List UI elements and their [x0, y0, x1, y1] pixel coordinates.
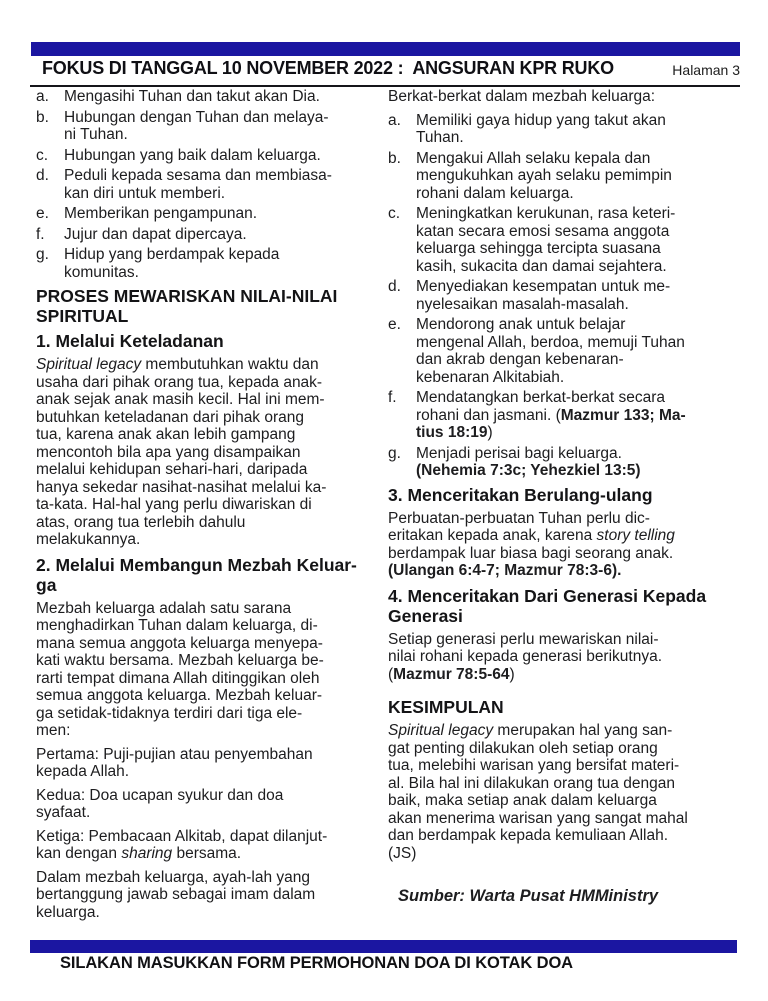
list-marker: c. [36, 146, 49, 164]
list-item-text: Hubungan dengan Tuhan dan melaya- ni Tuhan. [64, 108, 329, 143]
list-item-text: Meningkatkan kerukunan, rasa keteri- katan secara emosi sesama anggota keluarga sehingga tercipta suasana kasih, sukacita dan damai sejahtera. [416, 205, 676, 275]
list-marker: f. [388, 389, 397, 406]
paragraph: Spiritual legacy membutuhkan waktu dan usaha dari pihak orang tua, kepada anak- anak sejak anak masih kecil. Hal ini mem- butuhkan keteladanan dari pihak orang tua, karena anak akan lebih gampang mencontoh bila apa yang disampaikan melalui kehidupan sehari-hari, daripada hanya sekedar nasihat-nasihat melalui ka- ta-kata. Hal-hal yang perlu diwariskan di atas, orang tua terlebih dahulu melakukannya. [36, 356, 327, 548]
list-marker: e. [388, 316, 401, 333]
list-item-text: Hidup yang berdampak kepada komunitas. [64, 246, 280, 281]
list-item [36, 88, 380, 106]
list-item [388, 278, 740, 313]
list-item-text: Memberikan pengampunan. [64, 205, 258, 222]
list-marker: d. [388, 278, 401, 295]
section-heading: 4. Menceritakan Dari Generasi Kepada Generasi [388, 585, 707, 626]
section-heading: 2. Melalui Membangun Mezbah Keluar- ga [36, 554, 357, 595]
list-marker: f. [36, 225, 45, 243]
bold-reference: tius 18:19 [416, 424, 488, 441]
paragraph: Pertama: Puji-pujian atau penyembahan kepada Allah. [36, 745, 313, 780]
list-item-text: Mengasihi Tuhan dan takut akan Dia. [64, 88, 320, 105]
list-item [388, 112, 740, 147]
lettered-list [36, 88, 380, 281]
bold-reference: (Nehemia 7:3c; Yehezkiel 13:5) [416, 462, 641, 479]
paragraph: Ketiga: Pembacaan Alkitab, dapat dilanjut- kan dengan sharing bersama. [36, 827, 328, 862]
list-item-text: Mengakui Allah selaku kepala dan mengukuhkan ayah selaku pemimpin rohani dalam keluarga. [416, 149, 672, 202]
list-item-text: Hubungan yang baik dalam keluarga. [64, 146, 321, 164]
section-heading: 1. Melalui Keteladanan [36, 331, 224, 351]
list-marker: a. [36, 88, 49, 105]
bold-italic-text: Sumber: Warta Pusat HMMinistry [398, 887, 659, 905]
page-title: FOKUS DI TANGGAL 10 NOVEMBER 2022 : ANGSURAN KPR RUKO [42, 58, 614, 78]
list-item [388, 205, 740, 275]
section-heading: 3. Menceritakan Berulang-ulang [388, 484, 653, 505]
bottom-divider-bar [30, 940, 737, 953]
footer-instruction: SILAKAN MASUKKAN FORM PERMOHONAN DOA DI KOTAK DOA [60, 954, 573, 972]
list-item-text: Memiliki gaya hidup yang takut akan Tuhan. [416, 111, 666, 146]
list-marker: g. [36, 246, 49, 263]
list-item [36, 109, 380, 144]
paragraph: Mezbah keluarga adalah satu sarana menghadirkan Tuhan dalam keluarga, di- mana semua anggota keluarga menyepa- kati waktu bersama. Mezbah keluarga be- rarti tempat dimana Allah ditinggikan oleh semua anggota keluarga. Mezbah keluar- ga setidak-tidaknya terdiri dari tiga ele- men: [36, 599, 324, 739]
list-item [36, 226, 380, 244]
list-item [36, 167, 380, 202]
left-column [36, 88, 380, 927]
italic-text: Spiritual legacy [36, 356, 142, 373]
italic-text: story telling [596, 527, 675, 544]
bold-reference: Mazmur 78:5-64 [393, 665, 510, 683]
list-marker: d. [36, 167, 49, 184]
list-marker: c. [388, 205, 401, 222]
paragraph: Kedua: Doa ucapan syukur dan doa syafaat. [36, 786, 284, 821]
header-rule [30, 85, 740, 87]
list-item-text: Mendatangkan berkat-berkat secara rohani dan jasmani. (Mazmur 133; Ma- tius 18:19) [416, 389, 686, 441]
paragraph: Berkat-berkat dalam mezbah keluarga: [388, 88, 656, 105]
list-item [388, 445, 740, 480]
list-marker: g. [388, 444, 401, 462]
list-item [36, 205, 380, 223]
section-heading: PROSES MEWARISKAN NILAI-NILAI SPIRITUAL [36, 286, 338, 326]
list-item [36, 246, 380, 281]
list-item [388, 150, 740, 203]
italic-text: Spiritual legacy [388, 722, 494, 739]
paragraph [388, 888, 740, 906]
right-column [388, 88, 740, 912]
paragraph: Perbuatan-perbuatan Tuhan perlu dic- eritakan kepada anak, karena story telling berdampak luar biasa bagi seorang anak. (Ulangan 6:4-7; Mazmur 78:3-6). [388, 509, 675, 579]
list-marker: b. [388, 149, 401, 167]
list-item-text: Menjadi perisai bagi keluarga. (Nehemia 7:3c; Yehezkiel 13:5) [416, 444, 641, 479]
paragraph: Setiap generasi perlu mewariskan nilai- nilai rohani kepada generasi berikutnya. (Mazmur 78:5-64) [388, 630, 663, 683]
list-marker: a. [388, 111, 401, 129]
list-item-text: Menyediakan kesempatan untuk me- nyelesaikan masalah-masalah. [416, 278, 671, 313]
list-marker: b. [36, 108, 49, 126]
paragraph: Dalam mezbah keluarga, ayah-lah yang bertanggung jawab sebagai imam dalam keluarga. [36, 868, 316, 921]
list-marker: e. [36, 205, 49, 222]
lettered-list [388, 112, 740, 480]
list-item-text: Peduli kepada sesama dan membiasa- kan diri untuk memberi. [64, 167, 332, 202]
page-number: Halaman 3 [672, 62, 740, 78]
list-item [388, 389, 740, 442]
bold-reference: (Ulangan 6:4-7; Mazmur 78:3-6). [388, 562, 622, 579]
italic-text: sharing [121, 845, 173, 862]
bold-reference: Mazmur 133; Ma- [560, 406, 686, 424]
section-heading: KESIMPULAN [388, 697, 504, 717]
list-item [388, 316, 740, 386]
top-divider-bar [31, 42, 740, 56]
list-item-text: Mendorong anak untuk belajar mengenal Allah, berdoa, memuji Tuhan dan akrab dengan kebenaran- kebenaran Alkitabiah. [416, 316, 685, 386]
paragraph: Spiritual legacy merupakan hal yang san- gat penting dilakukan oleh setiap orang tua, melebihi warisan yang bersifat materi- al. Bila hal ini dilakukan orang tua dengan baik, maka setiap anak dalam keluarga akan menerima warisan yang sangat mahal dan berdampak kepada kemuliaan Allah. (JS) [388, 722, 688, 862]
list-item-text: Jujur dan dapat dipercaya. [64, 225, 247, 243]
list-item [36, 147, 380, 165]
